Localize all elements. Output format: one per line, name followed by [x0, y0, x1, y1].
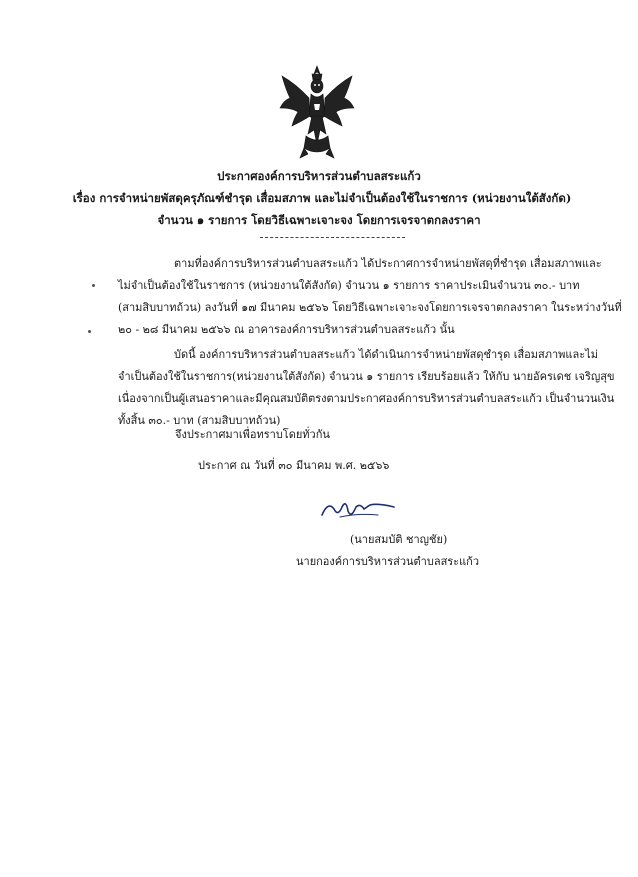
paragraph-line: ไม่จำเป็นต้องใช้ในราชการ (หน่วยงานใต้สังกัด) จำนวน ๑ รายการ ราคาประเมินจำนวน ๓๐.- บาท	[118, 279, 580, 292]
scan-speck	[88, 330, 91, 333]
announcement-line: จึงประกาศมาเพื่อทราบโดยทั่วกัน	[175, 428, 330, 441]
handwritten-signature-icon	[318, 495, 398, 525]
paragraph-result	[118, 344, 615, 432]
garuda-emblem-icon	[276, 64, 358, 160]
signer-title: นายกองค์การบริหารส่วนตำบลสระแก้ว	[296, 555, 480, 568]
heading-org-line: ประกาศองค์การบริหารส่วนตำบลสระแก้ว	[217, 169, 421, 183]
paragraph-background	[118, 253, 622, 341]
paragraph-line: (สามสิบบาทถ้วน) ลงวันที่ ๑๗ มีนาคม ๒๕๖๖ โดยวิธีเฉพาะเจาะจงโดยการเจรจาตกลงราคา ในระหว่างวันที่	[118, 301, 622, 314]
paragraph-line: บัดนี้ องค์การบริหารส่วนตำบลสระแก้ว ได้ดำเนินการจำหน่ายพัสดุชำรุด เสื่อมสภาพและไม่	[174, 348, 598, 361]
document-heading	[0, 165, 638, 231]
paragraph-line: ๒๐ - ๒๘ มีนาคม ๒๕๖๖ ณ อาคารองค์การบริหารส่วนตำบลสระแก้ว นั้น	[118, 323, 455, 336]
heading-subject-line: เรื่อง การจำหน่ายพัสดุครุภัณฑ์ชำรุด เสื่อมสภาพ และไม่จำเป็นต้องใช้ในราชการ (หน่วยงานใต้สังกัด)	[72, 191, 572, 205]
signer-name: (นายสมบัติ ชาญชัย)	[350, 533, 448, 546]
heading-divider	[260, 237, 405, 238]
date-line: ประกาศ ณ วันที่ ๓๐ มีนาคม พ.ศ. ๒๕๖๖	[198, 459, 390, 472]
paragraph-line: เนื่องจากเป็นผู้เสนอราคาและมีคุณสมบัติตรงตามประกาศองค์การบริหารส่วนตำบลสระแก้ว เป็นจำนวนเงิน	[118, 392, 615, 405]
paragraph-line: ทั้งสิ้น ๓๐.- บาท (สามสิบบาทถ้วน)	[118, 414, 281, 427]
scan-speck	[92, 284, 95, 287]
heading-detail-line: จำนวน ๑ รายการ โดยวิธีเฉพาะเจาะจง โดยการเจรจาตกลงราคา	[157, 213, 481, 227]
paragraph-line: จำเป็นต้องใช้ในราชการ(หน่วยงานใต้สังกัด) จำนวน ๑ รายการ เรียบร้อยแล้ว ให้กับ นายอัครเดช เจริญสุข	[118, 370, 615, 383]
paragraph-line: ตามที่องค์การบริหารส่วนตำบลสระแก้ว ได้ประกาศการจำหน่ายพัสดุที่ชำรุด เสื่อมสภาพและ	[174, 257, 602, 270]
